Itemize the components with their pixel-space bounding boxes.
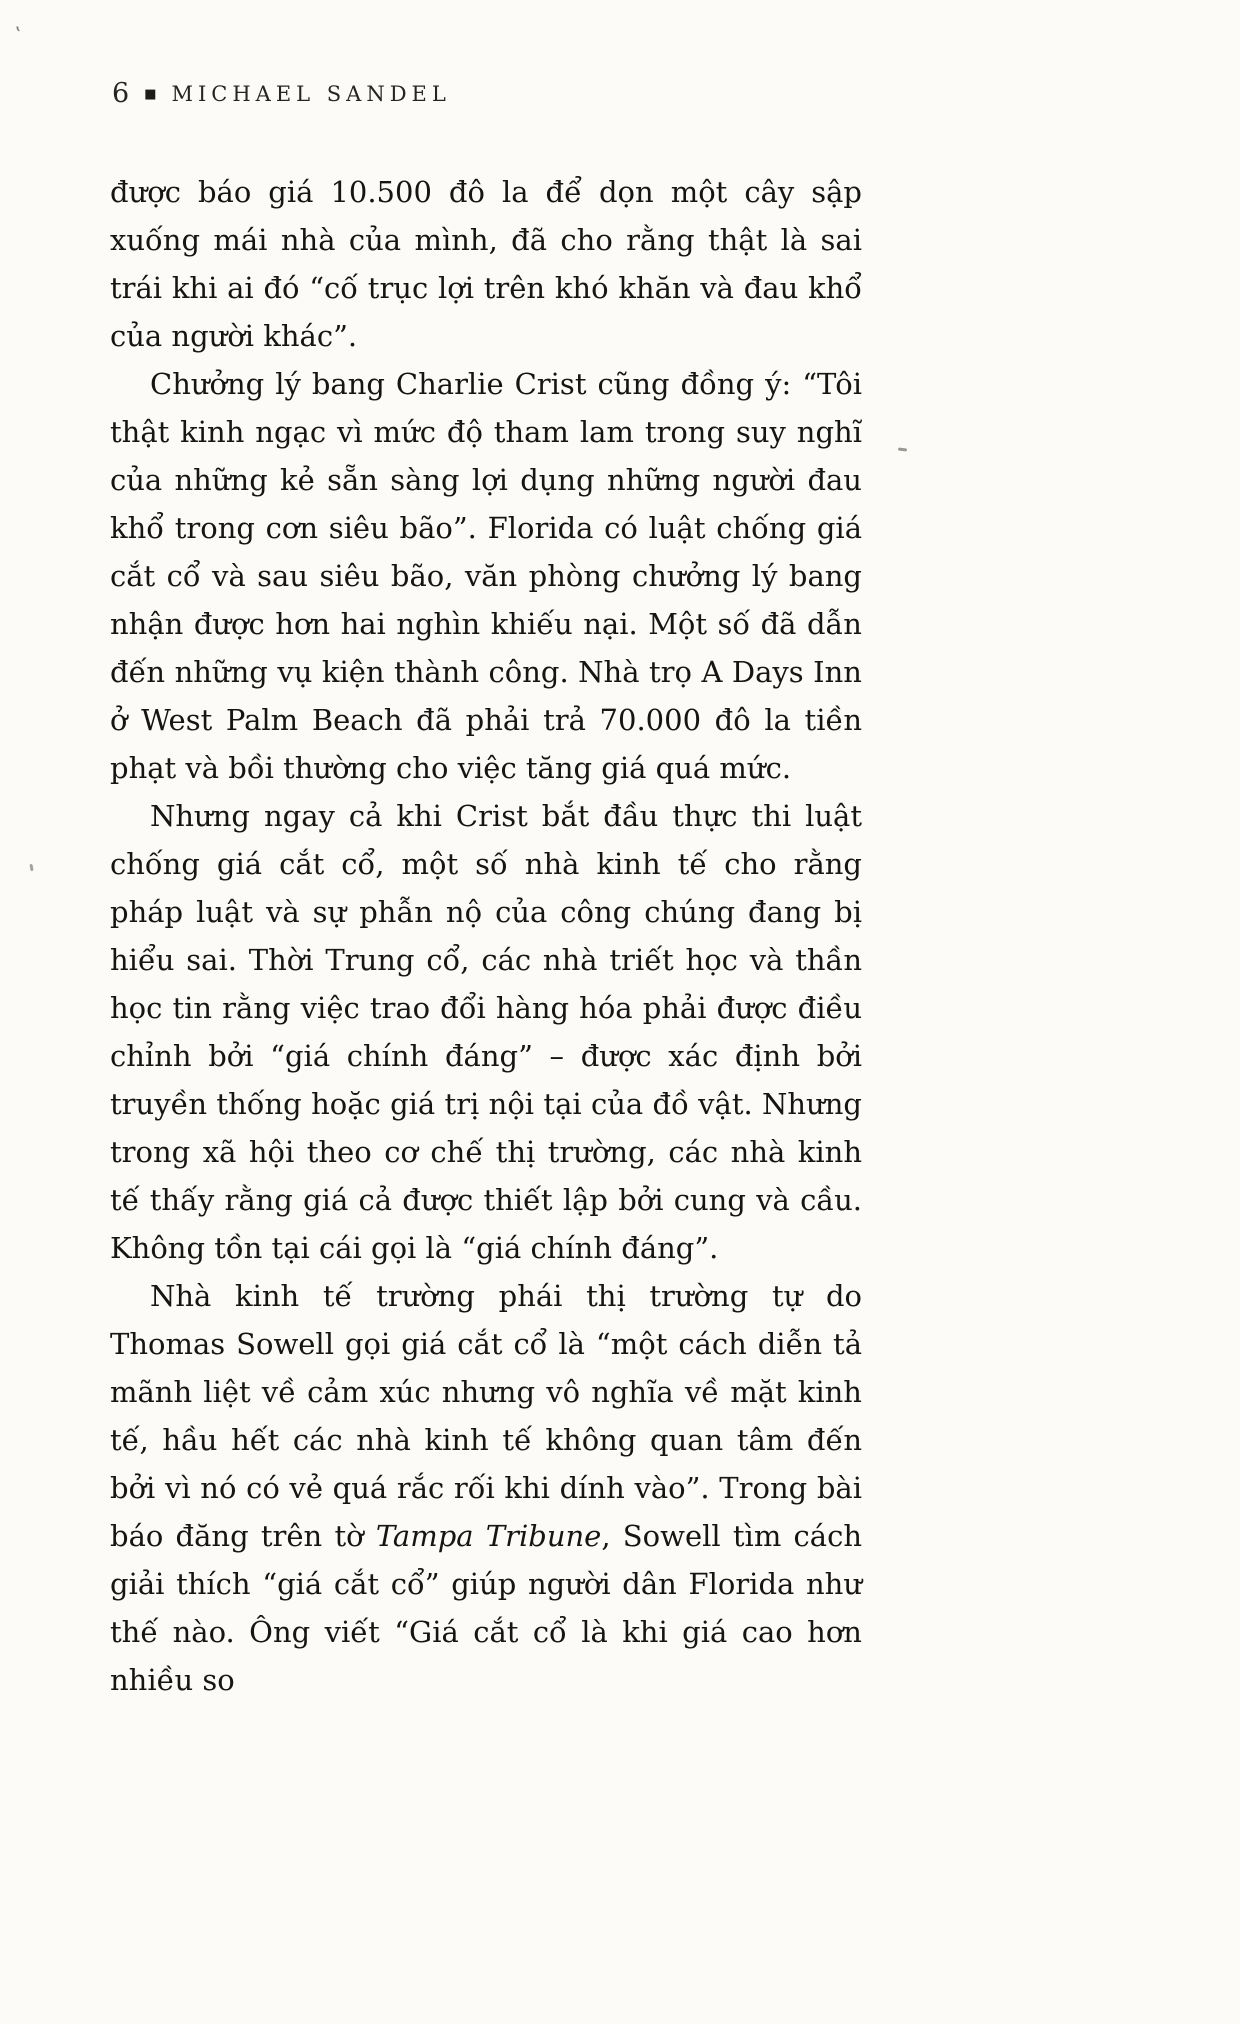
paragraph-text: , Sowell tìm cách giải thích “giá cắt cổ” giúp người dân Florida như thế nào. Ông viết “Giá cắt cổ là khi giá cao hơn nhiều so bbox=[110, 1519, 862, 1697]
paragraph bbox=[110, 1272, 862, 1704]
scan-artifact bbox=[898, 447, 907, 451]
page-number: 6 bbox=[112, 78, 130, 109]
paragraph-text: Nhà kinh tế trường phái thị trường tự do Thomas Sowell gọi giá cắt cổ là “một cách diễn tả mãnh liệt về cảm xúc nhưng vô nghĩa về mặt kinh tế, hầu hết các nhà kinh tế không quan tâm đến bởi vì nó có vẻ quá rắc rối khi dính vào”. Trong bài báo đăng trên tờ bbox=[110, 1279, 862, 1553]
page-body bbox=[110, 168, 862, 1704]
paragraph: được báo giá 10.500 đô la để dọn một cây sập xuống mái nhà của mình, đã cho rằng thật là sai trái khi ai đó “cố trục lợi trên khó khăn và đau khổ của người khác”. bbox=[110, 175, 862, 353]
newspaper-title-italic: Tampa Tribune bbox=[375, 1519, 602, 1553]
running-header-author: MICHAEL SANDEL bbox=[171, 82, 451, 106]
scan-artifact bbox=[29, 864, 33, 871]
running-header bbox=[112, 80, 451, 107]
paragraph: Chưởng lý bang Charlie Crist cũng đồng ý: “Tôi thật kinh ngạc vì mức độ tham lam trong suy nghĩ của những kẻ sẵn sàng lợi dụng những người đau khổ trong cơn siêu bão”. Florida có luật chống giá cắt cổ và sau siêu bão, văn phòng chưởng lý bang nhận được hơn hai nghìn khiếu nại. Một số đã dẫn đến những vụ kiện thành công. Nhà trọ A Days Inn ở West Palm Beach đã phải trả 70.000 đô la tiền phạt và bồi thường cho việc tăng giá quá mức. bbox=[110, 367, 862, 785]
square-bullet-icon: ■ bbox=[144, 87, 157, 102]
scan-artifact: ‛ bbox=[15, 22, 22, 46]
paragraph: Nhưng ngay cả khi Crist bắt đầu thực thi luật chống giá cắt cổ, một số nhà kinh tế cho rằng pháp luật và sự phẫn nộ của công chúng đang bị hiểu sai. Thời Trung cổ, các nhà triết học và thần học tin rằng việc trao đổi hàng hóa phải được điều chỉnh bởi “giá chính đáng” – được xác định bởi truyền thống hoặc giá trị nội tại của đồ vật. Nhưng trong xã hội theo cơ chế thị trường, các nhà kinh tế thấy rằng giá cả được thiết lập bởi cung và cầu. Không tồn tại cái gọi là “giá chính đáng”. bbox=[110, 799, 862, 1265]
